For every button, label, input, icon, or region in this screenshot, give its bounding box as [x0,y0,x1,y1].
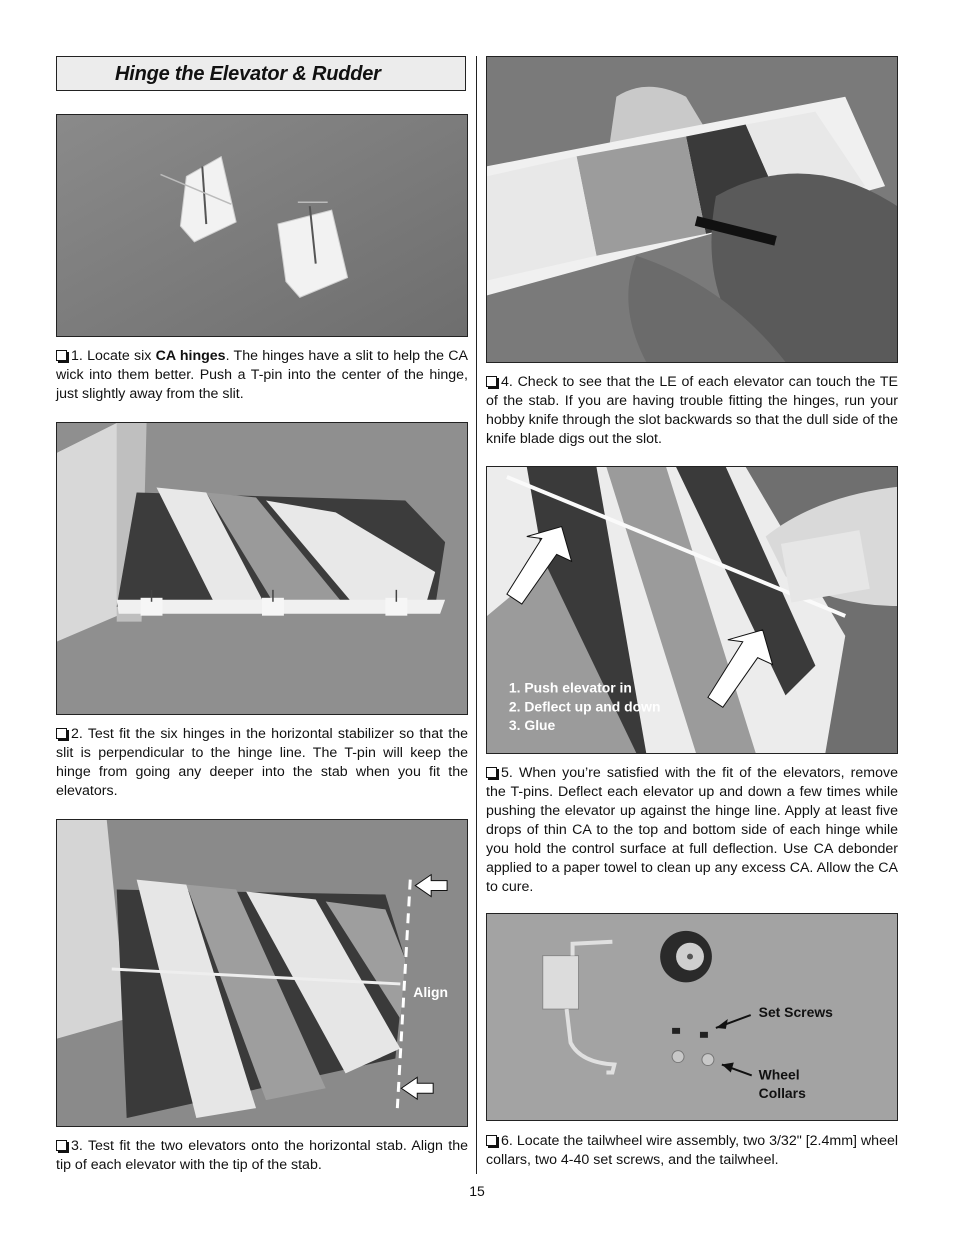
step-3-text: 3. Test fit the two elevators onto the horizontal stab. Align the tip of each elevator with the tip of the stab. [56,1138,469,1173]
photo-elevators-align [56,819,468,1127]
photo6-collars-label: Collars [758,1085,806,1102]
photo-tailwheel-parts [486,913,898,1121]
photo-glue-hinges [486,466,898,754]
photo-ca-hinges [56,114,468,337]
checkbox-icon[interactable] [56,1140,67,1151]
step-4-text: 4. Check to see that the LE of each elevator can touch the TE of the stab. If you are having trouble fitting the hinges, run your hobby knife through the slot backwards so that the dull side of the knife blade digs out the slot. [486,374,898,447]
checkbox-icon[interactable] [486,376,497,387]
step-1-text: 1. Locate six CA hinges. The hinges have a slit to help the CA wick into them better. Push a T-pin into the center of the hinge, just slightly away from the slit. [56,348,469,402]
step-5-text: 5. When you’re satisfied with the fit of the elevators, remove the T-pins. Deflect each elevator up and down a few times while pushing the elevator up against the hinge line. Apply at least five drops of thin CA to the top and bottom side of each hinge while you hold the control surface at full deflection. Use CA debonder applied to a paper towel to clean up any excess CA. Allow the CA to cure. [486,765,898,895]
checkbox-icon[interactable] [486,767,497,778]
column-divider [476,56,477,1174]
photo6-wheel-label: Wheel [758,1066,800,1083]
photo-check-fit [486,56,898,363]
section-title-box [56,56,466,91]
photo3-align-label: Align [413,983,449,1000]
step-2-text: 2. Test fit the six hinges in the horizontal stabilizer so that the slit is perpendicular to the hinge line. The T-pin will keep the hinge from going any deeper into the stab when you fit the elevators. [56,726,468,799]
checkbox-icon[interactable] [486,1135,497,1146]
checkbox-icon[interactable] [56,350,67,361]
checkbox-icon[interactable] [56,728,67,739]
photo5-step3-label: 3. Glue [508,717,556,734]
page-number: 15 [469,1183,485,1199]
photo-hinges-in-stab [56,422,468,715]
step-6-text: 6. Locate the tailwheel wire assembly, two 3/32" [2.4mm] wheel collars, two 4-40 set screws, and the tailwheel. [486,1133,898,1168]
section-title: Hinge the Elevator & Rudder [115,63,381,85]
photo6-set-screws-label: Set Screws [758,1004,833,1020]
photo5-step2-label: 2. Deflect up and down [508,698,661,715]
photo5-step1-label: 1. Push elevator in [508,679,632,696]
